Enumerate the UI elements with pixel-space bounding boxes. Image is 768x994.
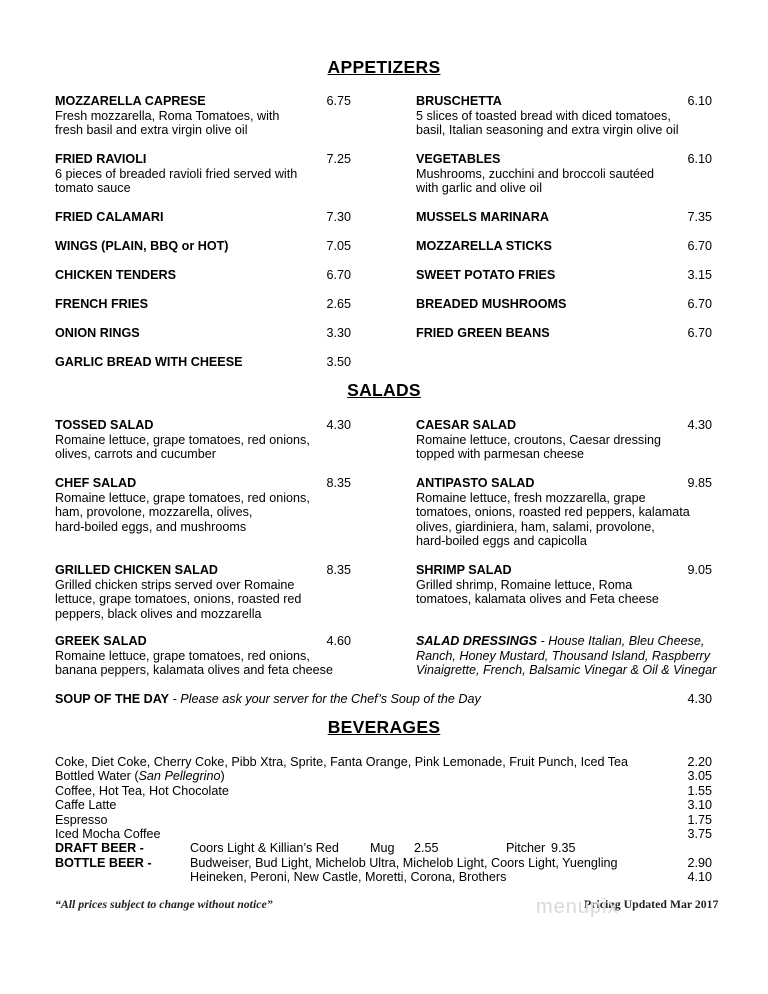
item-name: ANTIPASTO SALAD [416, 476, 535, 490]
item-price: 4.30 [326, 418, 351, 432]
item-desc: olives, carrots and cucumber [55, 447, 216, 462]
item-price: 2.65 [326, 297, 351, 311]
bottle-beer-line: Heineken, Peroni, New Castle, Moretti, Corona, Brothers [190, 870, 507, 884]
pitcher-label: Pitcher [506, 841, 546, 855]
item-name: TOSSED SALAD [55, 418, 154, 432]
dressings-line: - House Italian, Bleu Cheese, [537, 634, 705, 648]
item-name: MUSSELS MARINARA [416, 210, 549, 224]
item-desc: banana peppers, kalamata olives and feta cheese [55, 663, 333, 678]
item-name: FRIED GREEN BEANS [416, 326, 550, 340]
item-price: 7.35 [687, 210, 712, 224]
beverage-item: Iced Mocha Coffee [55, 827, 161, 841]
item-name: CHEF SALAD [55, 476, 137, 490]
item-desc: tomatoes, onions, roasted red peppers, kalamata [416, 505, 690, 520]
item-name: GRILLED CHICKEN SALAD [55, 563, 219, 577]
item-desc: Romaine lettuce, grape tomatoes, red onions, [55, 490, 310, 505]
item-price: 7.30 [326, 210, 351, 224]
item-price: 3.05 [687, 769, 712, 783]
item-name: MOZZARELLA CAPRESE [55, 94, 206, 108]
dressings-line: Ranch, Honey Mustard, Thousand Island, Raspberry [416, 648, 711, 663]
appetizer-item [416, 94, 679, 138]
watermark: menupix [536, 896, 619, 918]
item-name: FRIED RAVIOLI [55, 152, 147, 166]
item-price: 8.35 [326, 563, 351, 577]
appetizer-item [55, 152, 297, 196]
item-desc: olives, giardiniera, ham, salami, provolone, [416, 519, 655, 534]
item-price: 3.30 [326, 326, 351, 340]
mug-label: Mug [370, 841, 395, 855]
item-desc: basil, Italian seasoning and extra virgin olive oil [416, 123, 679, 138]
item-price: 4.30 [687, 692, 712, 706]
salad-item [416, 563, 659, 607]
salad-item [55, 476, 310, 534]
beverages-title: BEVERAGES [327, 717, 441, 737]
item-name: MOZZARELLA STICKS [416, 239, 552, 253]
item-desc: Romaine lettuce, grape tomatoes, red onions, [55, 648, 310, 663]
item-name: BRUSCHETTA [416, 94, 502, 108]
item-name: GARLIC BREAD WITH CHEESE [55, 355, 243, 369]
item-price: 4.60 [326, 634, 351, 648]
item-price: 6.70 [687, 239, 712, 253]
item-desc: Romaine lettuce, grape tomatoes, red onions, [55, 432, 310, 447]
price-notice: “All prices subject to change without notice” [55, 897, 273, 911]
item-desc: hard-boiled eggs and capicolla [416, 534, 587, 549]
salad-dressings [416, 634, 716, 678]
salad-item [416, 476, 690, 549]
item-desc: peppers, black olives and mozzarella [55, 606, 262, 621]
item-desc: Romaine lettuce, fresh mozzarella, grape [416, 490, 646, 505]
soup-of-the-day [55, 692, 481, 707]
pitcher-price: 9.35 [551, 841, 576, 855]
item-price: 6.70 [326, 268, 351, 282]
item-name: SHRIMP SALAD [416, 563, 512, 577]
salad-item [55, 418, 310, 462]
item-name: FRENCH FRIES [55, 297, 149, 311]
salads-title: SALADS [347, 380, 421, 400]
item-price: 4.30 [687, 418, 712, 432]
item-price: 4.10 [687, 870, 712, 884]
beverage-item: Bottled Water (San Pellegrino) [55, 769, 225, 783]
draft-beer-label: DRAFT BEER - [55, 841, 144, 855]
item-price: 6.75 [326, 94, 351, 108]
dressings-label: SALAD DRESSINGS [416, 634, 538, 648]
item-desc: hard-boiled eggs, and mushrooms [55, 519, 247, 534]
pricing-updated: Pricing Updated Mar 2017 [584, 897, 719, 911]
item-desc: Grilled shrimp, Romaine lettuce, Roma [416, 577, 633, 592]
dressings-line: Vinaigrette, French, Balsamic Vinegar & Oil & Vinegar [416, 663, 717, 678]
item-price: 2.90 [687, 856, 712, 870]
soup-label: SOUP OF THE DAY [55, 692, 170, 706]
item-price: 9.05 [687, 563, 712, 577]
item-desc: 5 slices of toasted bread with diced tomatoes, [416, 108, 671, 123]
item-price: 1.55 [687, 784, 712, 798]
appetizer-item [416, 152, 654, 196]
item-name: GREEK SALAD [55, 634, 147, 648]
item-desc: ham, provolone, mozzarella, olives, [55, 505, 253, 520]
item-desc: with garlic and olive oil [416, 181, 542, 196]
item-price: 1.75 [687, 813, 712, 827]
item-name: CHICKEN TENDERS [55, 268, 177, 282]
item-desc: Mushrooms, zucchini and broccoli sautéed [416, 166, 655, 181]
item-desc: 6 pieces of breaded ravioli fried served with [55, 166, 298, 181]
beverage-item: Espresso [55, 813, 108, 827]
salad-item [55, 634, 333, 678]
item-desc: Fresh mozzarella, Roma Tomatoes, with [55, 108, 280, 123]
item-price: 3.75 [687, 827, 712, 841]
item-name: ONION RINGS [55, 326, 140, 340]
appetizer-item [55, 94, 279, 138]
item-price: 3.10 [687, 798, 712, 812]
item-price: 6.10 [687, 94, 712, 108]
item-desc: Romaine lettuce, croutons, Caesar dressing [416, 432, 662, 447]
bottle-beer-label: BOTTLE BEER - [55, 856, 152, 870]
beverage-item: Coffee, Hot Tea, Hot Chocolate [55, 784, 229, 798]
item-price: 6.70 [687, 297, 712, 311]
appetizers-title: APPETIZERS [327, 57, 441, 77]
item-name: VEGETABLES [416, 152, 501, 166]
beverage-item: Caffe Latte [55, 798, 117, 812]
item-desc: tomato sauce [55, 181, 131, 196]
item-desc: Grilled chicken strips served over Romaine [55, 577, 295, 592]
item-price: 6.10 [687, 152, 712, 166]
item-name: CAESAR SALAD [416, 418, 517, 432]
item-name: FRIED CALAMARI [55, 210, 164, 224]
bottle-beer-line: Budweiser, Bud Light, Michelob Ultra, Michelob Light, Coors Light, Yuengling [190, 856, 618, 870]
salad-item [416, 418, 661, 462]
salad-item [55, 563, 301, 621]
item-price: 7.05 [326, 239, 351, 253]
item-name: SWEET POTATO FRIES [416, 268, 556, 282]
beverage-item: Coke, Diet Coke, Cherry Coke, Pibb Xtra, Sprite, Fanta Orange, Pink Lemonade, Fruit Punch, Iced Tea [55, 755, 629, 769]
item-price: 7.25 [326, 152, 351, 166]
item-desc: lettuce, grape tomatoes, onions, roasted red [55, 592, 302, 607]
item-desc: fresh basil and extra virgin olive oil [55, 123, 248, 138]
soup-note: - Please ask your server for the Chef’s Soup of the Day [169, 692, 481, 706]
item-price: 3.15 [687, 268, 712, 282]
item-price: 6.70 [687, 326, 712, 340]
mug-price: 2.55 [414, 841, 439, 855]
item-desc: tomatoes, kalamata olives and Feta cheese [416, 592, 659, 607]
item-name: BREADED MUSHROOMS [416, 297, 567, 311]
item-price: 9.85 [687, 476, 712, 490]
item-price: 3.50 [326, 355, 351, 369]
item-price: 8.35 [326, 476, 351, 490]
item-price: 2.20 [687, 755, 712, 769]
item-desc: topped with parmesan cheese [416, 447, 585, 462]
draft-beer-brands: Coors Light & Killian’s Red [190, 841, 339, 855]
item-name: WINGS (PLAIN, BBQ or HOT) [55, 239, 229, 253]
